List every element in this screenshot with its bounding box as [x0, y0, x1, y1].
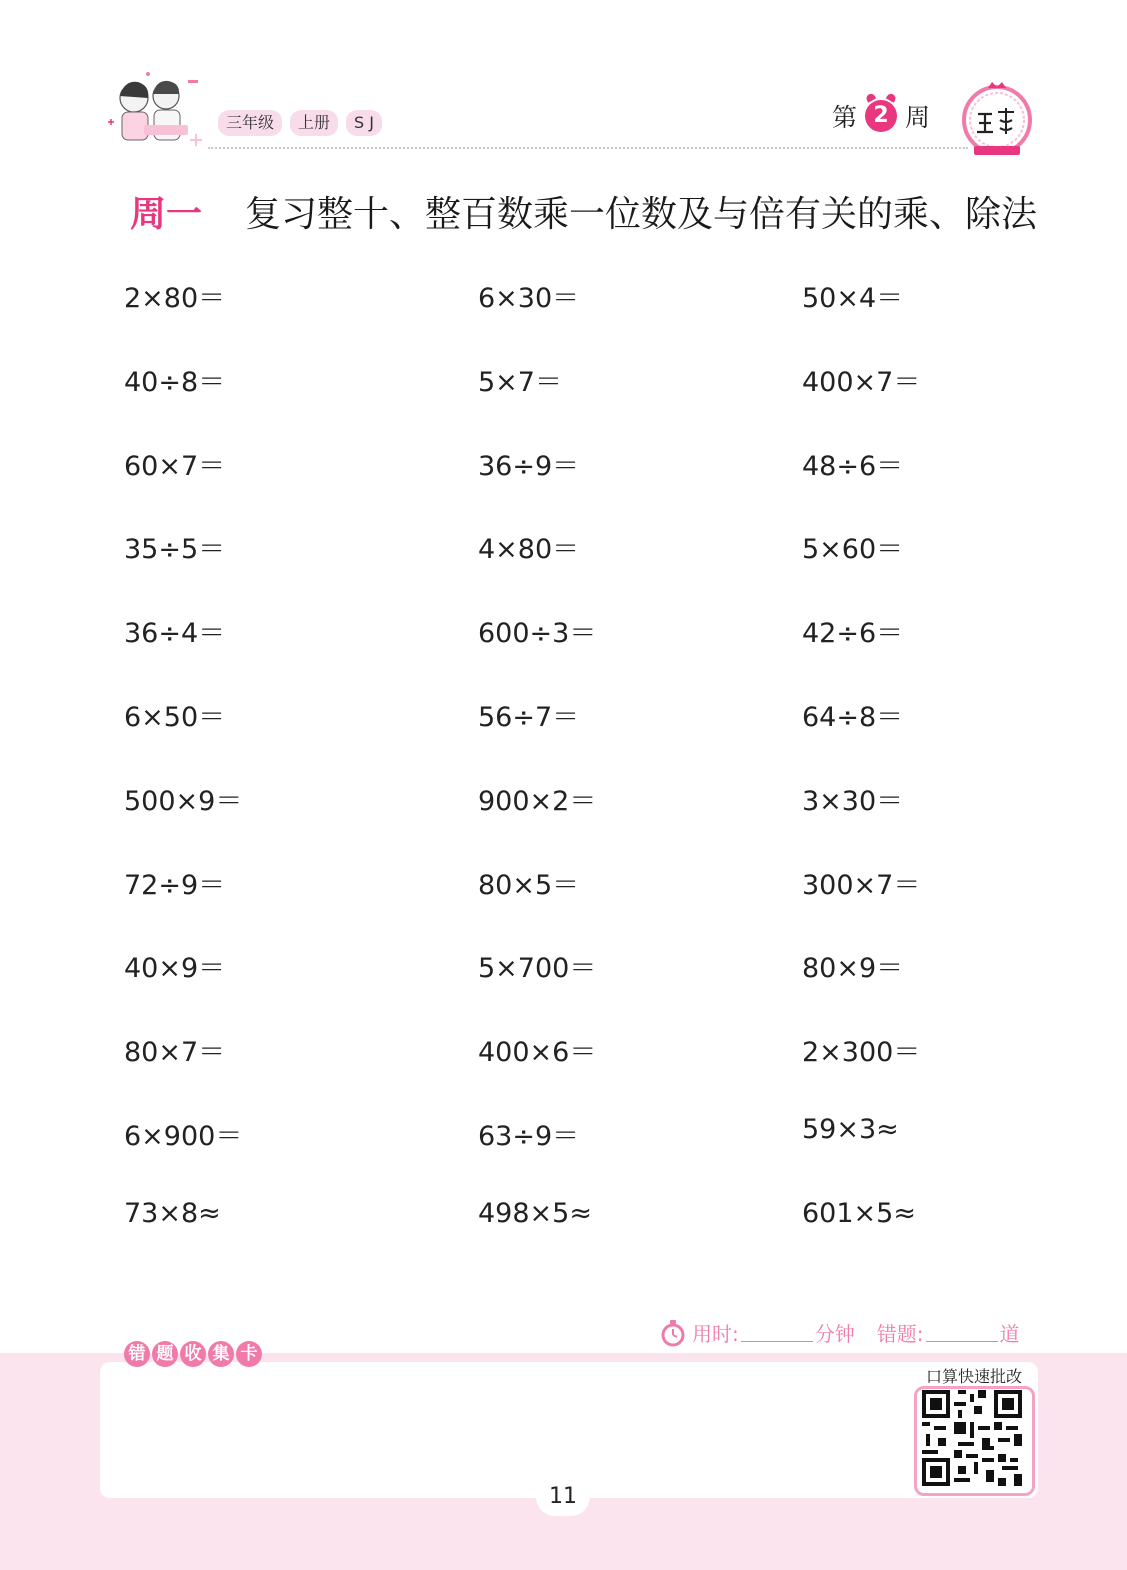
card-label-char: 卡	[236, 1341, 262, 1367]
problem: 601×5≈	[802, 1197, 916, 1229]
problem-row	[124, 1198, 1044, 1282]
problem: 56÷7＝	[478, 701, 580, 733]
week-prefix: 第	[832, 103, 858, 132]
problem: 600÷3＝	[478, 618, 597, 650]
week-suffix: 周	[905, 103, 931, 132]
problem: 48÷6＝	[802, 450, 904, 482]
card-label-char: 收	[180, 1341, 206, 1367]
qr-code-icon[interactable]	[922, 1390, 1022, 1486]
problem: 59×3≈	[802, 1113, 899, 1145]
card-label-char: 题	[152, 1341, 178, 1367]
time-field[interactable]	[741, 1323, 813, 1342]
problem: 63÷9＝	[478, 1120, 580, 1152]
day-label: 周一	[130, 194, 203, 235]
problem: 40÷8＝	[124, 366, 226, 398]
problem-row	[124, 360, 1044, 444]
time-and-errors	[660, 1318, 1020, 1347]
problem: 498×5≈	[478, 1197, 592, 1229]
problem-row	[124, 276, 1044, 360]
problem: 300×7＝	[802, 869, 921, 901]
problem: 73×8≈	[124, 1197, 221, 1229]
problem-row	[124, 779, 1044, 863]
problem: 60×7＝	[124, 450, 226, 482]
problem: 6×30＝	[478, 283, 580, 314]
problem-row	[124, 863, 1044, 947]
problem: 4×80＝	[478, 534, 580, 566]
lesson-title	[130, 186, 1037, 237]
problem-grid	[124, 276, 1044, 1282]
problem-row	[124, 1114, 1044, 1198]
problem-row	[124, 611, 1044, 695]
problem: 2×300＝	[802, 1037, 921, 1069]
problem-row	[124, 946, 1044, 1030]
grade-tag: 三年级	[218, 110, 282, 136]
stopwatch-icon	[660, 1319, 686, 1347]
problem: 5×700＝	[478, 953, 597, 985]
problem: 6×50＝	[124, 701, 226, 733]
lesson-topic: 复习整十、整百数乘一位数及与倍有关的乘、除法	[245, 194, 1038, 235]
time-unit: 分钟	[814, 1322, 855, 1346]
header-divider	[208, 147, 968, 149]
errors-field[interactable]	[926, 1323, 998, 1342]
problem: 80×5＝	[478, 869, 580, 901]
card-label-char: 错	[124, 1341, 150, 1367]
wang-chaoxia-logo-icon	[960, 80, 1034, 160]
problem: 400×7＝	[802, 366, 921, 398]
problem: 40×9＝	[124, 953, 226, 985]
problem: 5×7＝	[478, 366, 562, 398]
volume-tag: 上册	[290, 110, 338, 136]
problem: 5×60＝	[802, 534, 904, 566]
problem: 72÷9＝	[124, 869, 226, 901]
problem: 36÷4＝	[124, 618, 226, 650]
problem: 6×900＝	[124, 1120, 243, 1152]
problem: 500×9＝	[124, 785, 243, 817]
errors-label: 错题:	[876, 1322, 924, 1346]
page-header	[0, 0, 1127, 170]
week-number-badge: 2	[865, 100, 897, 132]
problem-row	[124, 444, 1044, 528]
problem: 42÷6＝	[802, 618, 904, 650]
qr-caption: 口算快速批改	[926, 1367, 1023, 1386]
problem-row	[124, 1030, 1044, 1114]
week-indicator	[832, 98, 930, 134]
time-label: 用时:	[692, 1322, 739, 1346]
problem: 36÷9＝	[478, 450, 580, 482]
card-label-char: 集	[208, 1341, 234, 1367]
problem: 3×30＝	[802, 785, 904, 817]
grade-tags	[218, 110, 382, 136]
problem: 900×2＝	[478, 785, 597, 817]
kids-illustration-icon	[104, 70, 206, 156]
page-number: 11	[536, 1478, 590, 1516]
problem-row	[124, 527, 1044, 611]
problem: 64÷8＝	[802, 701, 904, 733]
problem-row	[124, 695, 1044, 779]
mistake-card-label	[124, 1341, 262, 1367]
errors-unit: 道	[999, 1322, 1020, 1346]
problem: 80×7＝	[124, 1037, 226, 1069]
problem: 35÷5＝	[124, 534, 226, 566]
problem: 50×4＝	[802, 283, 904, 314]
edition-tag: S J	[346, 110, 382, 136]
problem: 400×6＝	[478, 1037, 597, 1069]
problem: 80×9＝	[802, 953, 904, 985]
problem: 2×80＝	[124, 283, 226, 314]
